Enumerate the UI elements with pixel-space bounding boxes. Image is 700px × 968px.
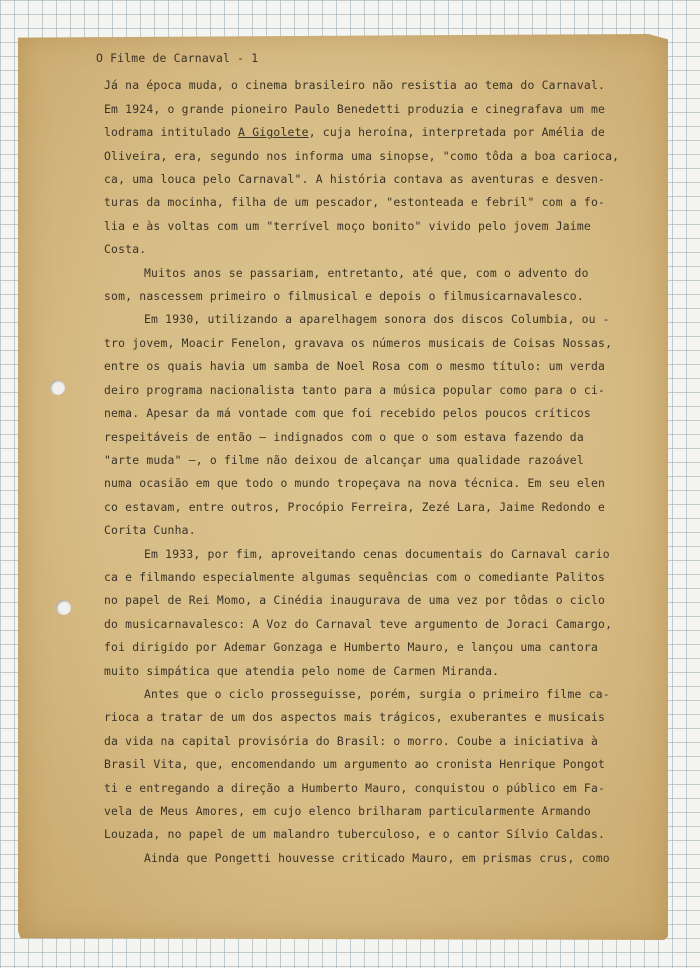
text-line: vela de Meus Amores, em cujo elenco brilharam particularmente Armando [104,804,591,818]
text-line: Oliveira, era, segundo nos informa uma sinopse, "como tôda a boa carioca, [104,148,620,163]
text-line: numa ocasião em que todo o mundo tropeçava na nova técnica. Em seu elen [104,476,606,491]
text-line: tro jovem, Moacir Fenelon, gravava os números musicais de Coisas Nossas, [104,335,613,350]
text-line: Já na época muda, o cinema brasileiro não resistia ao tema do Carnaval. [104,78,606,93]
punch-hole [50,380,65,395]
text-line: turas da mocinha, filha de um pescador, "estonteada e febril" com a fo- [104,195,606,210]
text-line: da vida na capital provisória do Brasil: o morro. Coube a iniciativa à [104,733,599,748]
page-heading: O Filme de Carnaval - 1 [96,51,259,65]
text-line: ca, uma louca pelo Carnaval". A história contava as aventuras e desven- [104,172,606,187]
text-line: Costa. [104,242,147,257]
text-line: rioca a tratar de um dos aspectos mais trágicos, exuberantes e musicais [104,710,606,725]
text-line: muito simpática que atendia pelo nome de Carmen Miranda. [104,663,500,678]
text-line: Em 1930, utilizando a aparelhagem sonora dos discos Columbia, ou - [144,312,610,327]
text-line: Em 1924, o grande pioneiro Paulo Benedetti produzia e cinegrafava um me [104,101,606,116]
text-line: nema. Apesar da má vontade com que foi recebido pelos poucos críticos [104,406,591,421]
text-line: entre os quais havia um samba de Noel Rosa com o mesmo título: um verda [104,359,606,374]
text-line: co estavam, entre outros, Procópio Ferreira, Zezé Lara, Jaime Redondo e [104,499,606,514]
text-line: ti e entregando a direção a Humberto Mauro, conquistou o público em Fa- [104,780,606,795]
text-line: deiro programa nacionalista tanto para a música popular como para o ci- [104,382,606,397]
text-line: Louzada, no papel de um malandro tuberculoso, e o cantor Sílvio Caldas. [104,827,606,842]
document-text [96,47,644,870]
text-line: Antes que o ciclo prosseguisse, porém, surgia o primeiro filme ca- [144,686,610,701]
text-line: "arte muda" —, o filme não deixou de alcançar uma qualidade razoável [104,452,584,467]
film-title: A Gigolete [238,125,309,140]
text-line: foi dirigido por Ademar Gonzaga e Humberto Mauro, e lançou uma cantora [104,640,599,655]
text-line: respeitáveis de então — indignados com o que o som estava fazendo da [104,429,584,444]
text-line: no papel de Rei Momo, a Cinédia inaugurava de uma vez por tôdas o ciclo [104,593,606,608]
text-line: Em 1933, por fim, aproveitando cenas documentais do Carnaval cario [144,546,610,561]
text-line: Brasil Vita, que, encomendando um argumento ao cronista Henrique Pongot [104,757,606,772]
punch-hole [56,600,71,615]
text-line: Ainda que Pongetti houvesse criticado Mauro, em prismas crus, como [144,850,610,865]
text-line: do musicarnavalesco: A Voz do Carnaval teve argumento de Joraci Camargo, [104,616,613,631]
text-line: lia e às voltas com um "terrível moço bonito" vivido pelo jovem Jaime [104,218,591,233]
text-line: Corita Cunha. [104,523,196,538]
text-line: lodrama intitulado A Gigolete, cuja heroína, interpretada por Amélia de [104,125,606,140]
text-line: som, nascessem primeiro o filmusical e depois o filmusicarnavalesco. [104,289,584,304]
text-line: Muitos anos se passariam, entretanto, até que, com o advento do [144,265,589,280]
text-line: ca e filmando especialmente algumas sequências com o comediante Palitos [104,569,606,584]
